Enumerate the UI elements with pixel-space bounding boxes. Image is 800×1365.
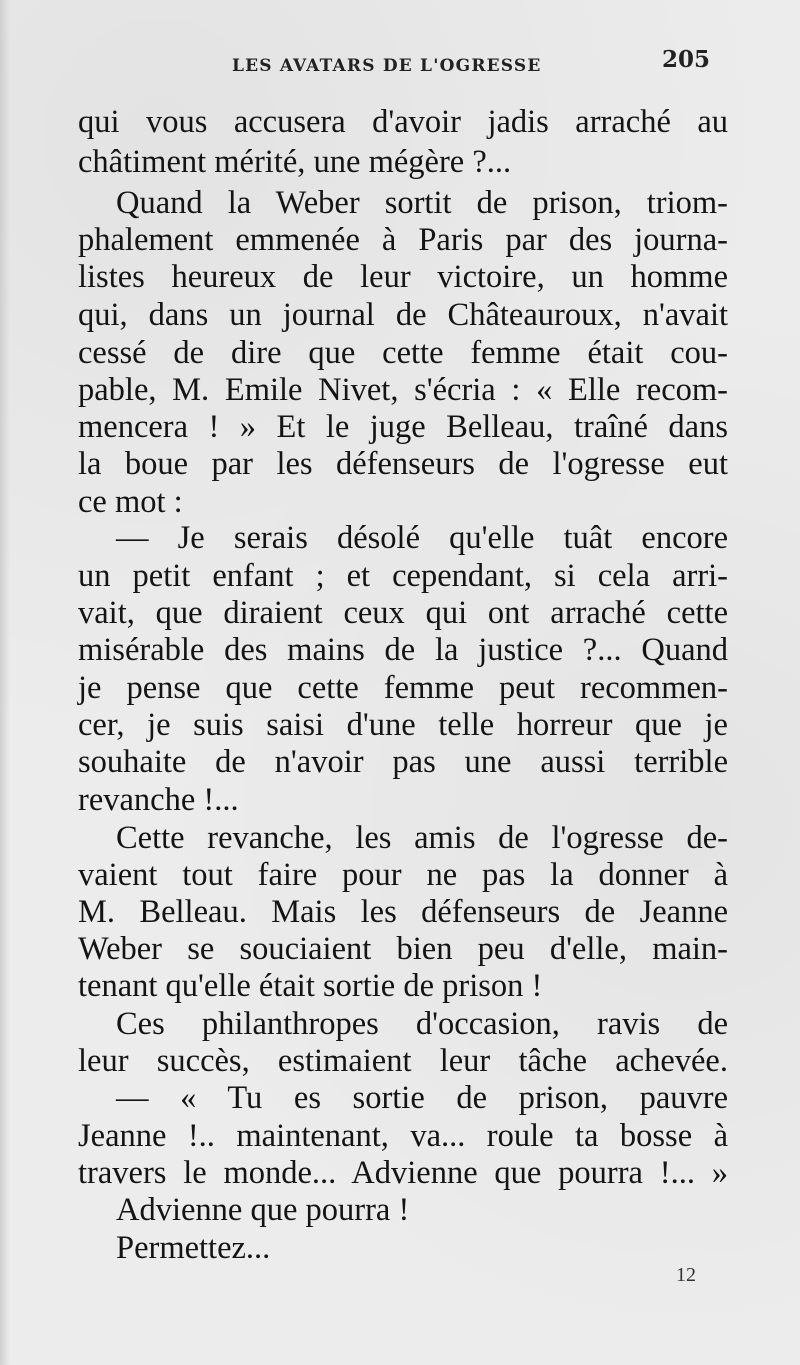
page-number: 205 xyxy=(662,46,711,73)
text-line: vait, que diraient ceux qui ont arraché cette xyxy=(78,595,728,631)
text-line: tenant qu'elle était sortie de prison ! xyxy=(78,968,543,1004)
text-line: pable, M. Emile Nivet, s'écria : « Elle recom- xyxy=(78,372,728,408)
text-line: revanche !... xyxy=(78,782,239,818)
text-line: leur succès, estimaient leur tâche achevée. xyxy=(78,1043,728,1079)
text-line: souhaite de n'avoir pas une aussi terrible xyxy=(78,744,728,780)
running-title: LES AVATARS DE L'OGRESSE xyxy=(232,56,542,76)
text-line: qui, dans un journal de Châteauroux, n'avait xyxy=(78,297,728,333)
text-line: vaient tout faire pour ne pas la donner à xyxy=(78,857,728,893)
text-line: châtiment mérité, une mégère ?... xyxy=(78,144,512,180)
text-line: la boue par les défenseurs de l'ogresse eut xyxy=(78,446,728,482)
text-line: listes heureux de leur victoire, un homme xyxy=(78,259,728,295)
text-line: je pense que cette femme peut recommen- xyxy=(78,670,728,706)
text-line: phalement emmenée à Paris par des journa- xyxy=(78,222,728,258)
text-line: mencera ! » Et le juge Belleau, traîné dans xyxy=(78,409,728,445)
text-line: Cette revanche, les amis de l'ogresse de- xyxy=(116,820,728,856)
text-line: cessé de dire que cette femme était cou- xyxy=(78,335,728,371)
text-line: qui vous accusera d'avoir jadis arraché au xyxy=(78,104,728,140)
page-edge-shadow xyxy=(0,0,10,1365)
text-line: — Je serais désolé qu'elle tuât encore xyxy=(116,520,728,556)
text-line: ce mot : xyxy=(78,484,183,520)
text-line: misérable des mains de la justice ?... Quand xyxy=(78,632,728,668)
text-line: un petit enfant ; et cependant, si cela arri- xyxy=(78,558,728,594)
text-line: travers le monde... Advienne que pourra !... » xyxy=(78,1155,728,1191)
text-line: Ces philanthropes d'occasion, ravis de xyxy=(116,1006,728,1042)
text-line: cer, je suis saisi d'une telle horreur que je xyxy=(78,707,728,743)
text-line: Permettez... xyxy=(116,1230,271,1266)
text-line: Quand la Weber sortit de prison, triom- xyxy=(116,185,728,221)
text-line: — « Tu es sortie de prison, pauvre xyxy=(116,1080,728,1116)
text-line: Jeanne !.. maintenant, va... roule ta bosse à xyxy=(78,1118,728,1154)
printer-signature-mark: 12 xyxy=(676,1264,696,1286)
text-line: M. Belleau. Mais les défenseurs de Jeanne xyxy=(78,894,728,930)
text-line: Weber se souciaient bien peu d'elle, main- xyxy=(78,931,728,967)
text-line: Advienne que pourra ! xyxy=(116,1192,410,1228)
